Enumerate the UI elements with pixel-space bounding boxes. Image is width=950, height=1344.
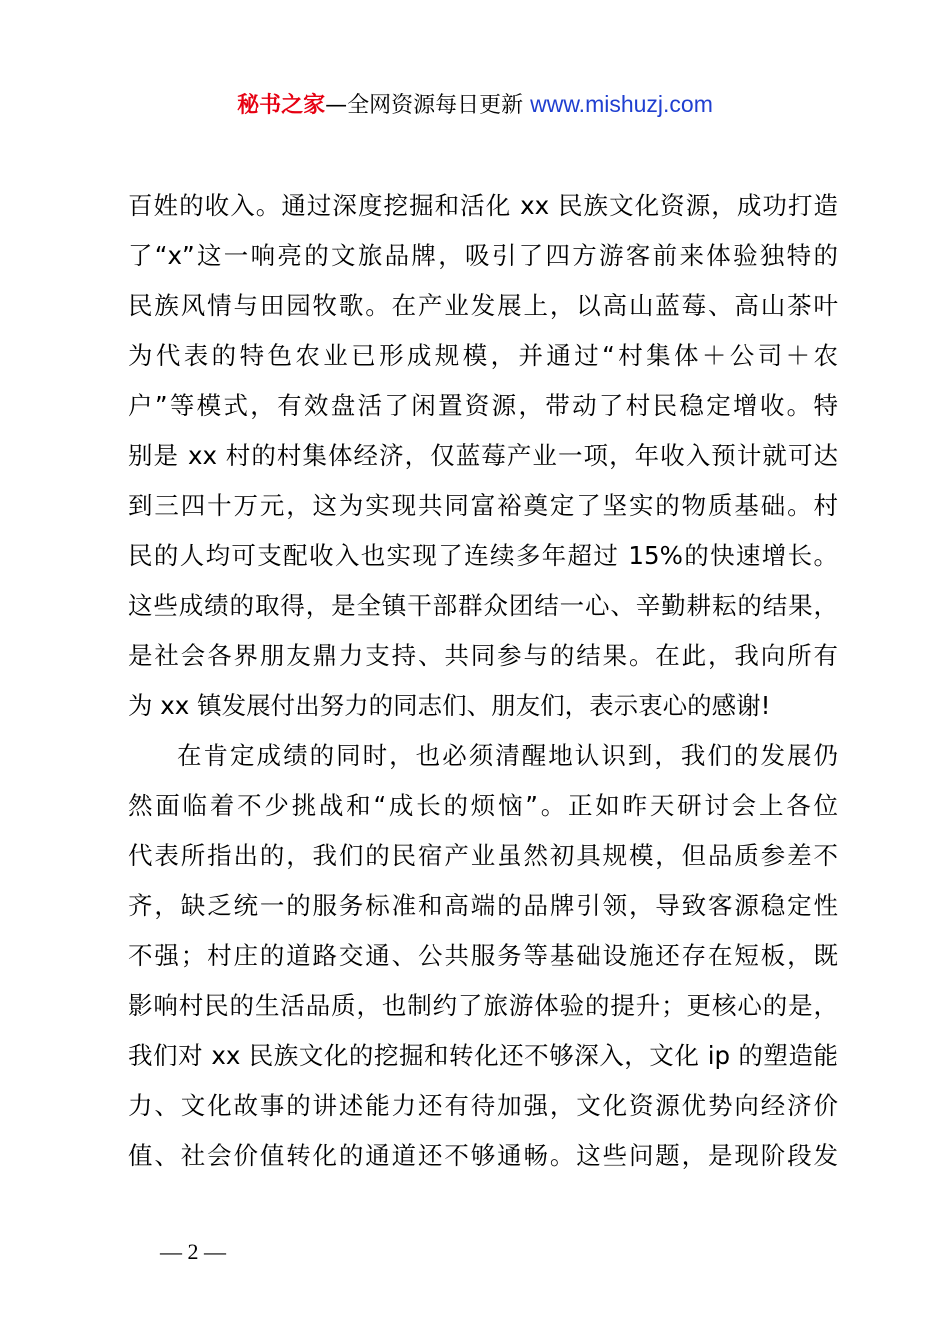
body-line: 百姓的收入。通过深度挖掘和活化 xx 民族文化资源，成功打造 (128, 191, 838, 220)
body-line: 民的人均可支配收入也实现了连续多年超过 15%的快速增长。 (128, 541, 838, 570)
body-line: 代表所指出的，我们的民宿产业虽然初具规模，但品质参差不 (128, 841, 838, 870)
body-line: 影响村民的生活品质，也制约了旅游体验的提升；更核心的是， (128, 991, 838, 1020)
document-header (0, 86, 950, 124)
document-body (128, 181, 838, 1181)
body-line: 户”等模式，有效盘活了闲置资源，带动了村民稳定增收。特 (128, 391, 838, 420)
body-line: 值、社会价值转化的通道还不够通畅。这些问题，是现阶段发 (128, 1141, 838, 1170)
body-line: 到三四十万元，这为实现共同富裕奠定了坚实的物质基础。村 (128, 491, 838, 520)
body-line: 民族风情与田园牧歌。在产业发展上，以高山蓝莓、高山茶叶 (128, 291, 838, 320)
body-line: 别是 xx 村的村集体经济，仅蓝莓产业一项，年收入预计就可达 (128, 441, 838, 470)
body-line: 不强；村庄的道路交通、公共服务等基础设施还存在短板，既 (128, 941, 838, 970)
body-line: 了“x”这一响亮的文旅品牌，吸引了四方游客前来体验独特的 (128, 241, 838, 270)
body-line: 我们对 xx 民族文化的挖掘和转化还不够深入，文化 ip 的塑造能 (128, 1041, 838, 1070)
body-line: 这些成绩的取得，是全镇干部群众团结一心、辛勤耕耘的结果， (128, 591, 838, 620)
body-line: 然面临着不少挑战和“成长的烦恼”。正如昨天研讨会上各位 (128, 791, 838, 820)
paragraph-end-line: 为 xx 镇发展付出努力的同志们、朋友们，表示衷心的感谢! (128, 691, 771, 720)
page-number: — 2 — (160, 1239, 226, 1264)
header-website-link[interactable]: www.mishuzj.com (530, 91, 713, 117)
body-line: 为代表的特色农业已形成规模，并通过“村集体＋公司＋农 (128, 341, 838, 370)
paragraph-first-line: 在肯定成绩的同时，也必须清醒地认识到，我们的发展仍 (177, 741, 838, 770)
body-line: 力、文化故事的讲述能力还有待加强，文化资源优势向经济价 (128, 1091, 838, 1120)
body-line: 是社会各界朋友鼎力支持、共同参与的结果。在此，我向所有 (128, 641, 838, 670)
body-line: 齐，缺乏统一的服务标准和高端的品牌引领，导致客源稳定性 (128, 891, 838, 920)
header-brand: 秘书之家 (237, 93, 326, 118)
header-slogan: —全网资源每日更新 (325, 93, 531, 118)
